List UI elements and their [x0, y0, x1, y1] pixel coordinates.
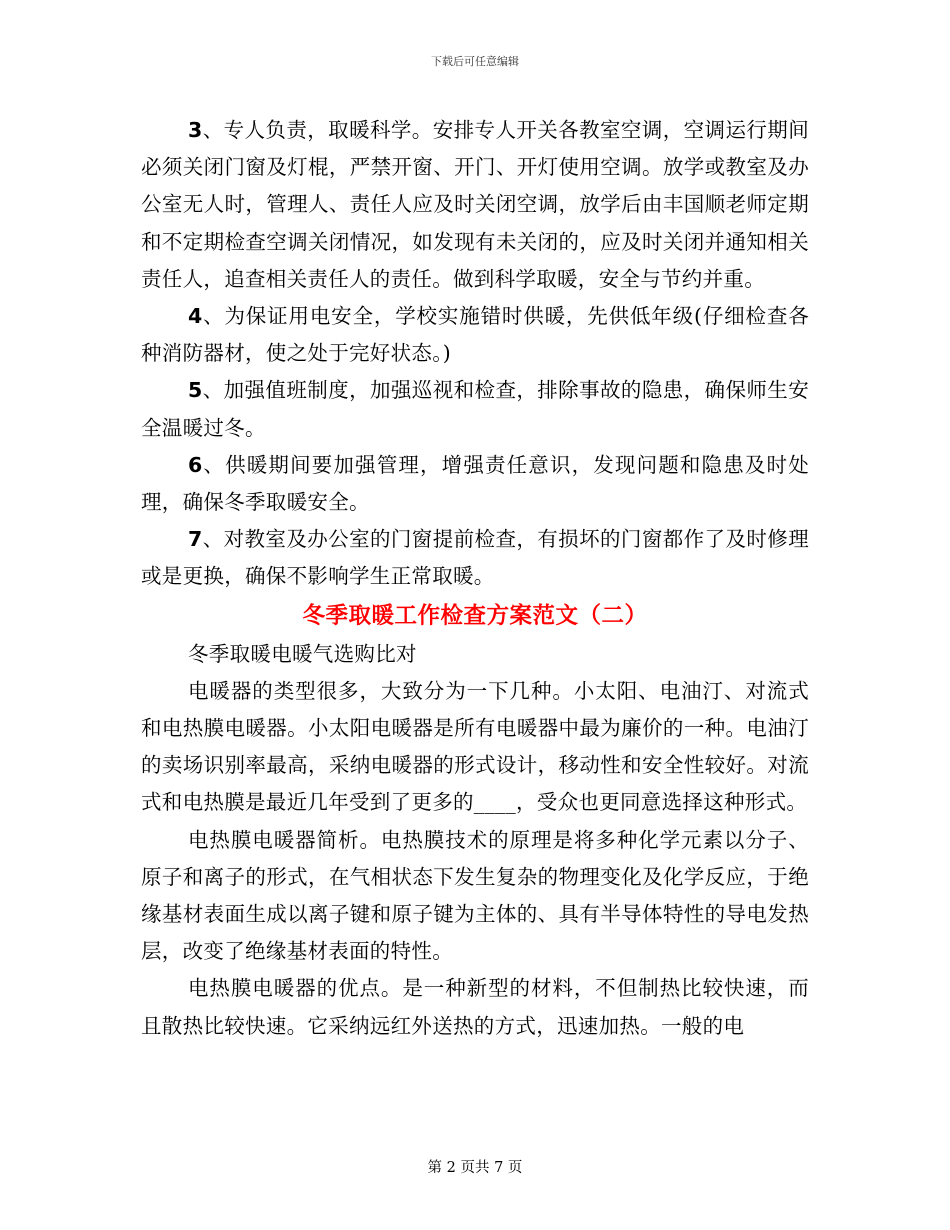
item-number: 6 [188, 452, 203, 477]
item-number: 4 [188, 304, 203, 329]
document-body [141, 112, 809, 1045]
paragraph: 电热膜电暖器简析。电热膜技术的原理是将多种化学元素以分子、原子和离子的形式，在气相状态下发生复杂的物理变化及化学反应，于绝缘基材表面生成以离子键和原子键为主体的、具有半导体特性的导电发热层，改变了绝缘基材表面的特性。 [141, 827, 809, 964]
subheading: 冬季取暖电暖气选购比对 [188, 641, 417, 666]
item-number: 5 [188, 378, 203, 403]
paragraph-item-7 [141, 521, 809, 595]
section-title: 冬季取暖工作检查方案范文（二） [302, 602, 648, 629]
paragraph-item-6 [141, 447, 809, 521]
item-number: 3 [188, 118, 203, 142]
paragraph-item-5 [141, 372, 809, 446]
page-header: 下载后可任意编辑 [431, 55, 519, 68]
paragraph-item-4 [141, 298, 809, 372]
paragraph-text: 、加强值班制度，加强巡视和检查，排除事故的隐患，确保师生安全温暖过冬。 [141, 378, 809, 440]
paragraph-item-3 [141, 112, 809, 298]
paragraph-text: 、对教室及办公室的门窗提前检查，有损坏的门窗都作了及时修理或是更换，确保不影响学生正常取暖。 [141, 527, 809, 589]
paragraph-text: 、专人负责，取暖科学。安排专人开关各教室空调，空调运行期间必须关闭门窗及灯棍，严禁开窗、开门、开灯使用空调。放学或教室及办公室无人时，管理人、责任人应及时关闭空调，放学后由丰国顺老师定期和不定期检查空调关闭情况，如发现有未关闭的，应及时关闭并通知相关责任人，追查相关责任人的责任。做到科学取暖，安全与节约并重。 [141, 118, 809, 291]
paragraph: 电热膜电暖器的优点。是一种新型的材料，不但制热比较快速，而且散热比较快速。它采纳远红外送热的方式，迅速加热。一般的电 [141, 976, 809, 1038]
item-number: 7 [188, 527, 203, 552]
paragraph-text: 、为保证用电安全，学校实施错时供暖，先供低年级(仔细检查各种消防器材，使之处于完好状态。) [141, 304, 809, 366]
page-footer: 第 2 页共 7 页 [427, 1160, 523, 1176]
paragraph-text: 、供暖期间要加强管理，增强责任意识，发现问题和隐患及时处理，确保冬季取暖安全。 [141, 452, 809, 515]
paragraph: 电暖器的类型很多，大致分为一下几种。小太阳、电油汀、对流式和电热膜电暖器。小太阳电暖器是所有电暖器中最为廉价的一种。电油汀的卖场识别率最高，采纳电暖器的形式设计，移动性和安全性较好。对流式和电热膜是最近几年受到了更多的____，受众也更同意选择这种形式。 [141, 678, 809, 815]
